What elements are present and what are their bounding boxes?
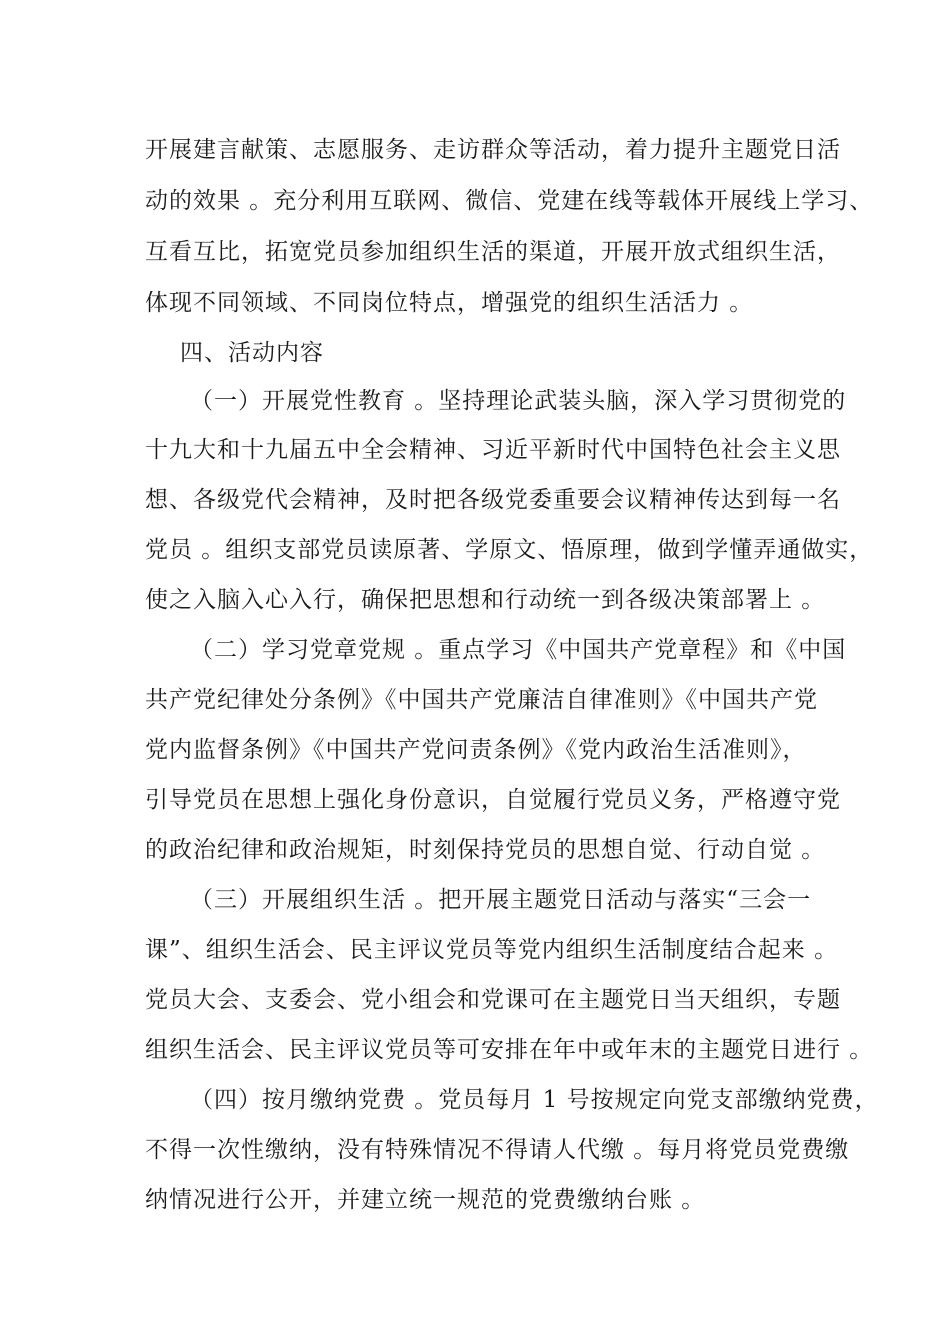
text-line: 互看互比，拓宽党员参加组织生活的渠道，开展开放式组织生活， bbox=[145, 239, 841, 265]
text-line: （二）学习党章党规 。重点学习《中国共产党章程》和《中国 bbox=[190, 637, 847, 663]
text-line: 共产党纪律处分条例》《中国共产党廉洁自律准则》《中国共产党 bbox=[145, 687, 818, 713]
text-line: 十九大和十九届五中全会精神、习近平新时代中国特色社会主义思 bbox=[145, 437, 841, 463]
text-line: 不得一次性缴纳，没有特殊情况不得请人代缴 。每月将党员党费缴 bbox=[145, 1137, 850, 1163]
text-line: 的政治纪律和政治规矩，时刻保持党员的思想自觉、行动自觉 。 bbox=[145, 837, 826, 863]
text-line: 党员 。组织支部党员读原著、学原文、悟原理，做到学懂弄通做实， bbox=[145, 537, 874, 563]
text-line: 党内监督条例》《中国共产党问责条例》《党内政治生活准则》， bbox=[145, 737, 807, 763]
text-line: （一）开展党性教育 。坚持理论武装头脑，深入学习贯彻党的 bbox=[190, 388, 847, 414]
text-line: 纳情况进行公开，并建立统一规范的党费缴纳台账 。 bbox=[145, 1187, 706, 1213]
text-line: 开展建言献策、志愿服务、走访群众等活动，着力提升主题党日活 bbox=[145, 137, 841, 163]
text-line: 组织生活会、民主评议党员等可安排在年中或年末的主题党日进行 。 bbox=[145, 1037, 874, 1063]
section-heading: 四、活动内容 bbox=[180, 340, 324, 366]
text-line: 使之入脑入心入行，确保把思想和行动统一到各级决策部署上 。 bbox=[145, 587, 826, 613]
text-line: （四）按月缴纳党费 。党员每月 1 号按规定向党支部缴纳党费， bbox=[190, 1087, 879, 1113]
text-line: 体现不同领域、不同岗位特点，增强党的组织生活活力 。 bbox=[145, 290, 754, 316]
text-line: 课”、组织生活会、民主评议党员等党内组织生活制度结合起来 。 bbox=[145, 937, 839, 963]
text-line: 想、各级党代会精神，及时把各级党委重要会议精神传达到每一名 bbox=[145, 487, 841, 513]
text-line: 动的效果 。充分利用互联网、微信、党建在线等载体开展线上学习、 bbox=[145, 188, 874, 214]
text-line: （三）开展组织生活 。把开展主题党日活动与落实“三会一 bbox=[190, 887, 812, 913]
text-line: 党员大会、支委会、党小组会和党课可在主题党日当天组织，专题 bbox=[145, 987, 841, 1013]
text-line: 引导党员在思想上强化身份意识，自觉履行党员义务，严格遵守党 bbox=[145, 787, 841, 813]
